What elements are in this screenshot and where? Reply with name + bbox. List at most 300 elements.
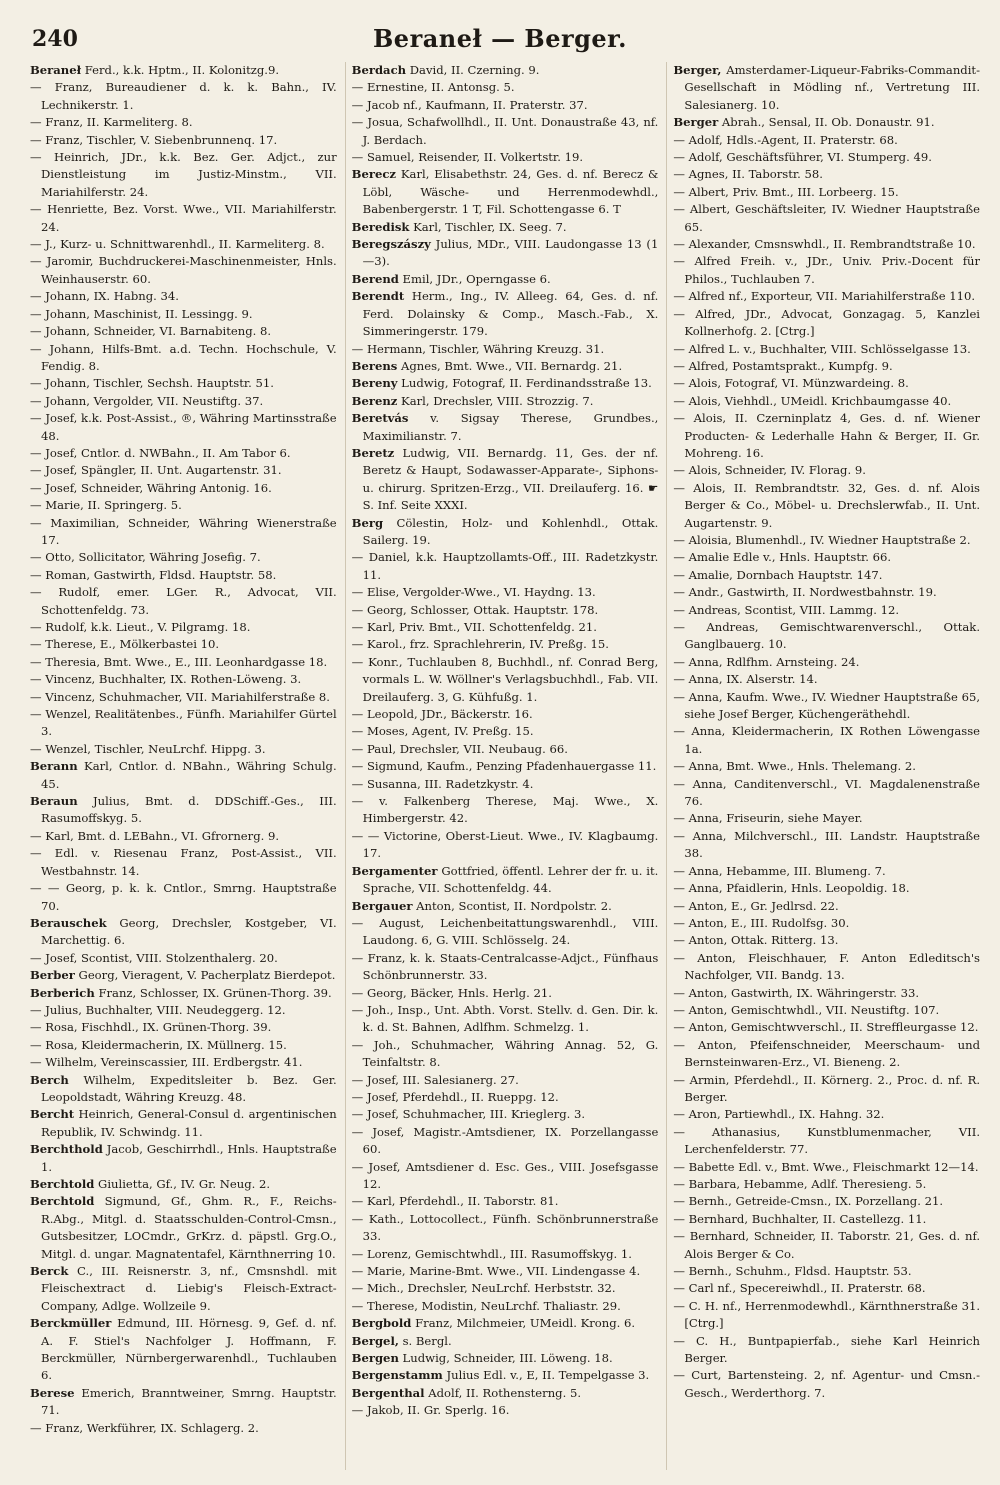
entry-details: Karl, Elisabethstr. 24, Ges. d. nf. Berecz & Löbl, Wäsche- und Herrenmodewhdl., Babenbergerstr. 1 T, Fil. Schottengasse 6. T xyxy=(362,167,659,217)
directory-entry xyxy=(30,758,337,793)
entry-surname: Berch xyxy=(30,1072,69,1087)
directory-entry xyxy=(673,549,980,566)
directory-entry xyxy=(352,1350,659,1367)
directory-entry xyxy=(352,445,659,515)
entry-details: David, II. Czerning. 9. xyxy=(406,63,540,77)
directory-entry xyxy=(673,1228,980,1263)
directory-entry xyxy=(352,515,659,550)
entry-surname: Bergenstamm xyxy=(351,1368,443,1383)
entry-details: — Babette Edl. v., Bmt. Wwe., Fleischmarkt 12—14. xyxy=(673,1159,979,1174)
directory-entry xyxy=(30,253,337,288)
entry-details: Jacob, Geschirrhdl., Hnls. Hauptstraße 1. xyxy=(41,1142,337,1174)
directory-entry xyxy=(352,358,659,375)
directory-entry xyxy=(30,306,337,323)
directory-entry xyxy=(30,1176,337,1193)
entry-details: — Anna, Pfaidlerin, Hnls. Leopoldig. 18. xyxy=(673,881,910,896)
entry-details: — Alfred nf., Exporteur, VII. Mariahilferstraße 110. xyxy=(673,289,976,304)
entry-details: s. Bergl. xyxy=(398,1333,452,1348)
directory-entry xyxy=(673,932,980,949)
entry-details: Karl, Tischler, IX. Seeg. 7. xyxy=(409,219,567,234)
entry-details: Adolf, II. Rothensterng. 5. xyxy=(424,1385,582,1400)
directory-entry xyxy=(30,1072,337,1107)
entry-details: — Anton, Ottak. Ritterg. 13. xyxy=(673,933,839,948)
directory-entry xyxy=(352,1193,659,1210)
directory-entry xyxy=(30,1037,337,1054)
entry-details: — Johann, Schneider, VI. Barnabiteng. 8. xyxy=(30,324,272,339)
directory-entry xyxy=(673,1037,980,1072)
entry-details: — Alexander, Cmsnswhdl., II. Rembrandtstraße 10. xyxy=(673,237,976,252)
entry-details: — Edl. v. Riesenau Franz, Post-Assist., VII. Westbahnstr. 14. xyxy=(30,846,337,878)
entry-details: — Albert, Priv. Bmt., III. Lorbeerg. 15. xyxy=(673,184,899,199)
directory-entry xyxy=(673,1072,980,1107)
directory-entry xyxy=(673,1106,980,1123)
directory-entry xyxy=(30,1420,337,1437)
directory-entry xyxy=(673,532,980,549)
entry-details: — Josef, Magistr.-Amtsdiener, IX. Porzellangasse 60. xyxy=(351,1124,659,1157)
directory-entry xyxy=(352,915,659,950)
entry-details: — Amalie, Dornbach Hauptstr. 147. xyxy=(673,567,883,582)
entry-details: — Georg, Schlosser, Ottak. Hauptstr. 178. xyxy=(351,602,599,617)
entry-details: — Anton, Gemischtwverschl., II. Streffleurgasse 12. xyxy=(673,1020,979,1035)
entry-details: — Rosa, Fischhdl., IX. Grünen-Thorg. 39. xyxy=(30,1020,272,1035)
directory-entry xyxy=(673,1002,980,1019)
entry-details: — Marie, Marine-Bmt. Wwe., VII. Lindengasse 4. xyxy=(351,1264,641,1279)
directory-entry xyxy=(673,619,980,654)
directory-entry xyxy=(352,375,659,392)
directory-entry xyxy=(30,549,337,566)
directory-entry xyxy=(352,341,659,358)
directory-entry xyxy=(30,1054,337,1071)
entry-details: — Franz, Tischler, V. Siebenbrunnenq. 17. xyxy=(30,132,278,147)
directory-entry xyxy=(673,654,980,671)
directory-entry xyxy=(352,1315,659,1332)
entry-details: — Aloisia, Blumenhdl., IV. Wiedner Hauptstraße 2. xyxy=(673,532,971,547)
entry-details: — Mich., Drechsler, NeuLrchf. Herbststr. 32. xyxy=(351,1281,616,1296)
entry-details: — Alois, II. Czerninplatz 4, Ges. d. nf. Wiener Producten- & Lederhalle Hahn & Berger, II. Gr. Mohreng. 16. xyxy=(673,411,980,460)
directory-entry xyxy=(673,184,980,201)
directory-entry xyxy=(673,1333,980,1368)
entry-surname: Bergauer xyxy=(351,898,413,913)
entry-details: Franz, Milchmeier, UMeidl. Krong. 6. xyxy=(411,1316,636,1331)
directory-entry xyxy=(673,480,980,532)
directory-entry xyxy=(30,671,337,688)
entry-details: — Heinrich, JDr., k.k. Bez. Ger. Adjct., zur Dienstleistung im Justiz-Minstm., VII. Mariahilferstr. 24. xyxy=(30,150,337,199)
entry-surname: Berecz xyxy=(351,167,396,182)
directory-entry xyxy=(673,1263,980,1280)
directory-columns xyxy=(30,62,980,1470)
directory-entry xyxy=(30,1263,337,1315)
entry-details: Herm., Ing., IV. Alleeg. 64, Ges. d. nf. Ferd. Dolainsky & Comp., Masch.-Fab., X. Simmeringerstr. 179. xyxy=(362,289,659,339)
entry-details: — Vincenz, Schuhmacher, VII. Mariahilferstraße 8. xyxy=(30,689,330,704)
directory-entry xyxy=(352,219,659,236)
entry-surname: Berchtold xyxy=(30,1194,95,1209)
directory-entry xyxy=(30,1385,337,1420)
entry-details: Abrah., Sensal, II. Ob. Donaustr. 91. xyxy=(718,115,935,130)
entry-details: — Wenzel, Tischler, NeuLrchf. Hippg. 3. xyxy=(30,741,266,756)
entry-details: Emerich, Branntweiner, Smrng. Hauptstr. 71. xyxy=(41,1385,337,1418)
directory-entry xyxy=(673,1124,980,1159)
entry-details: — Anton, E., III. Rudolfsg. 30. xyxy=(673,915,850,930)
directory-entry xyxy=(352,1280,659,1297)
entry-surname: Bereny xyxy=(351,376,398,391)
entry-details: — Theresia, Bmt. Wwe., E., III. Leonhardgasse 18. xyxy=(30,654,328,669)
entry-details: — Therese, Modistin, NeuLrchf. Thaliastr. 29. xyxy=(351,1298,621,1313)
directory-entry xyxy=(673,393,980,410)
directory-entry xyxy=(30,741,337,758)
entry-details: — C. H., Buntpapierfab., siehe Karl Heinrich Berger. xyxy=(673,1333,980,1366)
entry-details: — Kath., Lottocollect., Fünfh. Schönbrunnerstraße 33. xyxy=(351,1211,659,1244)
entry-details: — Johann, IX. Habng. 34. xyxy=(30,289,179,304)
directory-entry xyxy=(352,1159,659,1194)
entry-surname: Berauschek xyxy=(30,915,107,930)
entry-details: — Susanna, III. Radetzkystr. 4. xyxy=(351,776,534,791)
entry-details: Amsterdamer-Liqueur-Fabriks-Commandit-Gesellschaft in Mödling nf., Vertretung III. Salesianerg. 10. xyxy=(684,63,980,112)
directory-entry xyxy=(352,1072,659,1089)
directory-entry xyxy=(30,410,337,445)
entry-details: — Josef, Schuhmacher, III. Krieglerg. 3. xyxy=(351,1107,586,1122)
entry-details: — Curt, Bartensteing. 2, nf. Agentur- und Cmsn.-Gesch., Werderthorg. 7. xyxy=(673,1368,980,1400)
entry-details: Georg, Vieragent, V. Pacherplatz Bierdepot. xyxy=(74,968,336,983)
entry-details: Cölestin, Holz- und Kohlenhdl., Ottak. Sailerg. 19. xyxy=(362,515,659,547)
entry-surname: Berdach xyxy=(351,63,407,77)
directory-entry xyxy=(673,1367,980,1402)
directory-entry xyxy=(352,1402,659,1419)
directory-entry xyxy=(352,549,659,584)
directory-entry xyxy=(673,723,980,758)
entry-details: — v. Falkenberg Therese, Maj. Wwe., X. Himbergerstr. 42. xyxy=(351,794,659,826)
directory-entry xyxy=(30,375,337,392)
directory-entry xyxy=(352,1246,659,1263)
directory-entry xyxy=(352,758,659,775)
directory-entry xyxy=(673,201,980,236)
directory-entry xyxy=(30,689,337,706)
entry-surname: Beretvás xyxy=(351,411,409,426)
directory-entry xyxy=(673,288,980,305)
directory-entry xyxy=(673,828,980,863)
entry-details: — Lorenz, Gemischtwhdl., III. Rasumoffskyg. 1. xyxy=(351,1246,632,1261)
entry-surname: Bergen xyxy=(351,1351,399,1366)
directory-entry xyxy=(352,985,659,1002)
directory-entry xyxy=(352,166,659,218)
entry-details: — Alfred L. v., Buchhalter, VIII. Schlösselgasse 13. xyxy=(673,341,971,356)
directory-entry xyxy=(30,845,337,880)
entry-details: — Armin, Pferdehdl., II. Körnerg. 2., Proc. d. nf. R. Berger. xyxy=(673,1072,980,1104)
entry-details: — Anton, E., Gr. Jedlrsd. 22. xyxy=(673,898,839,913)
entry-details: — Andr., Gastwirth, II. Nordwestbahnstr. 19. xyxy=(673,585,937,600)
entry-details: Emil, JDr., Operngasse 6. xyxy=(398,271,551,286)
entry-details: — Anna, Friseurin, siehe Mayer. xyxy=(673,811,863,826)
directory-entry xyxy=(673,375,980,392)
entry-details: Franz, Schlosser, IX. Grünen-Thorg. 39. xyxy=(94,985,332,1000)
directory-entry xyxy=(30,497,337,514)
entry-details: — Alois, Schneider, IV. Florag. 9. xyxy=(673,463,866,478)
entry-details: — Karl, Bmt. d. LEBahn., VI. Gfrornerg. 9. xyxy=(30,828,280,843)
entry-details: — Moses, Agent, IV. Preßg. 15. xyxy=(351,724,534,739)
directory-entry xyxy=(30,79,337,114)
directory-entry xyxy=(673,863,980,880)
entry-details: — Josef, Pferdehdl., II. Rueppg. 12. xyxy=(351,1089,559,1104)
directory-entry xyxy=(30,793,337,828)
entry-details: — Leopold, JDr., Bäckerstr. 16. xyxy=(351,707,533,722)
directory-entry xyxy=(30,480,337,497)
directory-entry xyxy=(30,1141,337,1176)
directory-entry xyxy=(352,149,659,166)
entry-details: — Alois, Fotograf, VI. Münzwardeing. 8. xyxy=(673,376,909,391)
directory-entry xyxy=(30,445,337,462)
entry-details: — Alfred Freih. v., JDr., Univ. Priv.-Docent für Philos., Tuchlauben 7. xyxy=(673,254,980,286)
directory-entry xyxy=(352,114,659,149)
entry-details: Julius Edl. v., E, II. Tempelgasse 3. xyxy=(442,1368,650,1383)
entry-details: — Alfred, JDr., Advocat, Gonzagag. 5, Kanzlei Kollnerhofg. 2. [Ctrg.] xyxy=(673,306,980,339)
directory-entry xyxy=(352,602,659,619)
entry-details: — C. H. nf., Herrenmodewhdl., Kärnthnerstraße 31. [Ctrg.] xyxy=(673,1298,980,1331)
entry-details: — Anton, Gastwirth, IX. Währingerstr. 33. xyxy=(673,985,920,1000)
directory-entry xyxy=(30,567,337,584)
directory-entry xyxy=(30,62,337,79)
entry-details: Georg, Drechsler, Kostgeber, VI. Marchettig. 6. xyxy=(41,915,337,948)
directory-entry xyxy=(673,985,980,1002)
entry-details: — Anna, Milchverschl., III. Landstr. Hauptstraße 38. xyxy=(673,828,980,861)
directory-entry xyxy=(30,341,337,376)
directory-entry xyxy=(352,1298,659,1315)
entry-details: — Franz, II. Karmeliterg. 8. xyxy=(30,115,193,130)
directory-entry xyxy=(352,654,659,706)
directory-entry xyxy=(673,166,980,183)
entry-details: — Johann, Hilfs-Bmt. a.d. Techn. Hochschule, V. Fendig. 8. xyxy=(30,341,337,373)
entry-details: — Hermann, Tischler, Währing Kreuzg. 31. xyxy=(351,341,605,356)
entry-details: Giulietta, Gf., IV. Gr. Neug. 2. xyxy=(94,1177,271,1191)
directory-entry xyxy=(673,1176,980,1193)
directory-entry xyxy=(673,462,980,479)
directory-entry xyxy=(352,776,659,793)
entry-details: — Julius, Buchhalter, VIII. Neudeggerg. 12. xyxy=(30,1002,286,1017)
entry-details: — Agnes, II. Taborstr. 58. xyxy=(673,167,823,182)
directory-entry xyxy=(30,393,337,410)
entry-details: v. Sigsay Therese, Grundbes., Maximilianstr. 7. xyxy=(362,411,659,443)
directory-entry xyxy=(352,1106,659,1123)
directory-entry xyxy=(30,201,337,236)
column-middle xyxy=(345,62,659,1470)
directory-entry xyxy=(673,410,980,462)
entry-surname: Berger xyxy=(673,115,719,130)
entry-details: — Wenzel, Realitätenbes., Fünfh. Mariahilfer Gürtel 3. xyxy=(30,707,337,739)
entry-details: — Sigmund, Kaufm., Penzing Pfadenhauergasse 11. xyxy=(351,759,657,774)
entry-details: — — Georg, p. k. k. Cntlor., Smrng. Hauptstraße 70. xyxy=(30,881,337,913)
entry-details: — Aron, Partiewhdl., IX. Hahng. 32. xyxy=(673,1107,885,1122)
entry-details: — Josef, Cntlor. d. NWBahn., II. Am Tabor 6. xyxy=(30,445,291,460)
entry-details: — Johann, Maschinist, II. Lessingg. 9. xyxy=(30,306,253,321)
entry-details: — Karl, Pferdehdl., II. Taborstr. 81. xyxy=(351,1194,559,1209)
directory-entry xyxy=(30,967,337,984)
entry-surname: Berchtold xyxy=(30,1177,95,1191)
directory-entry xyxy=(673,1019,980,1036)
entry-details: Ludwig, Fotograf, II. Ferdinandsstraße 13. xyxy=(397,376,652,391)
entry-surname: Beredisk xyxy=(351,219,410,234)
entry-details: — Josef, Schneider, Währing Antonig. 16. xyxy=(30,480,272,495)
directory-entry xyxy=(352,97,659,114)
entry-details: — Josef, Amtsdiener d. Esc. Ges., VIII. Josefsgasse 12. xyxy=(351,1159,659,1191)
entry-surname: Berchthold xyxy=(30,1142,103,1157)
entry-details: Julius, MDr., VIII. Laudongasse 13 (1—3). xyxy=(362,237,659,269)
entry-details: — Rudolf, k.k. Lieut., V. Pilgramg. 18. xyxy=(30,620,251,634)
directory-entry xyxy=(30,149,337,201)
directory-entry xyxy=(673,149,980,166)
entry-details: — Andreas, Gemischtwarenverschl., Ottak. Ganglbauerg. 10. xyxy=(673,620,980,652)
directory-entry xyxy=(30,1019,337,1036)
entry-details: — Paul, Drechsler, VII. Neubaug. 66. xyxy=(351,741,568,756)
entry-details: — Anton, Pfeifenschneider, Meerschaum- und Bernsteinwaren-Erz., VI. Bieneng. 2. xyxy=(673,1037,980,1070)
directory-entry xyxy=(673,880,980,897)
directory-entry xyxy=(30,584,337,619)
entry-details: — Albert, Geschäftsleiter, IV. Wiedner Hauptstraße 65. xyxy=(673,202,980,234)
entry-details: — Andreas, Scontist, VIII. Lammg. 12. xyxy=(673,602,900,617)
entry-details: — Bernhard, Schneider, II. Taborstr. 21, Ges. d. nf. Alois Berger & Co. xyxy=(673,1229,980,1261)
entry-details: — Anna, Rdlfhm. Arnsteing. 24. xyxy=(673,654,860,669)
entry-details: — Anton, Gemischtwhdl., VII. Neustiftg. 107. xyxy=(673,1002,940,1017)
entry-details: C., III. Reisnerstr. 3, nf., Cmsnshdl. mit Fleischextract d. Liebig's Fleisch-Extract-Company, Adlge. Wollzeile 9. xyxy=(41,1264,337,1313)
entry-details: — Josef, Spängler, II. Unt. Augartenstr. 31. xyxy=(30,463,282,478)
entry-details: — Maximilian, Schneider, Währing Wienerstraße 17. xyxy=(30,515,337,547)
directory-entry xyxy=(30,880,337,915)
entry-details: — Bernh., Getreide-Cmsn., IX. Porzellang. 21. xyxy=(673,1194,944,1209)
directory-entry xyxy=(673,584,980,601)
directory-entry xyxy=(352,793,659,828)
entry-surname: Berens xyxy=(351,358,398,373)
directory-entry xyxy=(30,114,337,131)
entry-details: — August, Leichenbeitattungswarenhdl., VIII. Laudong. 6, G. VIII. Schlösselg. 24. xyxy=(351,915,659,948)
directory-entry xyxy=(30,636,337,653)
entry-details: — Franz, Bureaudiener d. k. k. Bahn., IV. Lechnikerstr. 1. xyxy=(30,80,337,112)
entry-details: — Anna, Canditenverschl., VI. Magdalenenstraße 76. xyxy=(673,776,980,809)
entry-details: — Anna, Bmt. Wwe., Hnls. Thelemang. 2. xyxy=(673,759,916,774)
directory-entry xyxy=(673,341,980,358)
entry-details: — Karl, Priv. Bmt., VII. Schottenfeldg. 21. xyxy=(351,620,597,634)
directory-entry xyxy=(673,253,980,288)
entry-details: — Otto, Sollicitator, Währing Josefig. 7. xyxy=(30,550,261,565)
entry-details: Wilhelm, Expeditsleiter b. Bez. Ger. Leopoldstadt, Währing Kreuzg. 48. xyxy=(41,1072,337,1104)
entry-details: — Carl nf., Specereiwhdl., II. Praterstr. 68. xyxy=(673,1281,926,1296)
entry-details: — Bernhard, Buchhalter, II. Castellezg. 11. xyxy=(673,1211,927,1226)
directory-entry xyxy=(30,706,337,741)
entry-surname: Beregszászy xyxy=(351,237,431,252)
directory-entry xyxy=(352,828,659,863)
page-title: Beraneł — Berger. xyxy=(373,24,627,53)
entry-details: — Anna, Kaufm. Wwe., IV. Wiedner Hauptstraße 65, siehe Josef Berger, Küchengeräthehdl. xyxy=(673,689,980,722)
directory-entry xyxy=(352,1124,659,1159)
entry-details: Gottfried, öffentl. Lehrer der fr. u. it. Sprache, VII. Schottenfeldg. 44. xyxy=(362,863,659,896)
directory-entry xyxy=(30,1106,337,1141)
entry-details: — Georg, Bäcker, Hnls. Herlg. 21. xyxy=(351,985,552,1000)
entry-details: — Jakob, II. Gr. Sperlg. 16. xyxy=(351,1403,510,1418)
directory-entry xyxy=(673,776,980,811)
directory-entry xyxy=(673,132,980,149)
column-right xyxy=(666,62,980,1470)
entry-details: — Roman, Gastwirth, Fldsd. Hauptstr. 58. xyxy=(30,567,277,582)
directory-entry xyxy=(352,1037,659,1072)
directory-entry xyxy=(352,393,659,410)
directory-entry xyxy=(673,567,980,584)
directory-entry xyxy=(673,306,980,341)
entry-surname: Berber xyxy=(30,968,75,983)
entry-details: — Johann, Vergolder, VII. Neustiftg. 37. xyxy=(30,393,264,408)
entry-surname: Bercht xyxy=(30,1107,75,1122)
directory-entry xyxy=(352,288,659,340)
directory-entry xyxy=(30,288,337,305)
directory-entry xyxy=(30,828,337,845)
directory-entry xyxy=(30,515,337,550)
entry-details: — Rosa, Kleidermacherin, IX. Müllnerg. 15. xyxy=(30,1037,287,1052)
directory-entry xyxy=(30,1193,337,1263)
entry-details: — Anton, Fleischhauer, F. Anton Edleditsch's Nachfolger, VII. Bandg. 13. xyxy=(673,950,980,983)
directory-entry xyxy=(673,1280,980,1297)
directory-entry xyxy=(352,950,659,985)
entry-details: — Samuel, Reisender, II. Volkertstr. 19. xyxy=(351,150,584,165)
entry-surname: Berese xyxy=(30,1385,75,1400)
entry-details: — Franz, Werkführer, IX. Schlagerg. 2. xyxy=(30,1420,259,1435)
entry-details: Anton, Scontist, II. Nordpolstr. 2. xyxy=(412,898,612,913)
directory-entry xyxy=(352,62,659,79)
directory-entry xyxy=(673,1193,980,1210)
entry-details: Ferd., k.k. Hptm., II. Kolonitzg.9. xyxy=(81,63,280,77)
directory-entry xyxy=(352,1385,659,1402)
entry-details: Ludwig, VII. Bernardg. 11, Ges. der nf. Beretz & Haupt, Sodawasser-Apparate-, Siphons- u. chirurg. Spritzen-Erzg., VII. Dreilauferg. 16. ☛ S. Inf. Seite XXXI. xyxy=(362,445,659,513)
directory-entry xyxy=(673,62,980,114)
directory-entry xyxy=(673,1159,980,1176)
column-left xyxy=(30,62,337,1470)
entry-details: Sigmund, Gf., Ghm. R., F., Reichs-R.Abg., Mitgl. d. Staatsschulden-Control-Cmsn., Gutsbesitzer, LOCmdr., GrKrz. d. päpstl. Grg.O., Mitgl. d. ungar. Magnatentafel, Kärnthnerring 10. xyxy=(41,1194,337,1261)
entry-surname: Beraun xyxy=(30,794,78,809)
entry-details: — Jaromir, Buchdruckerei-Maschinenmeister, Hnls. Weinhauserstr. 60. xyxy=(30,254,337,286)
directory-entry xyxy=(673,758,980,775)
directory-entry xyxy=(352,584,659,601)
entry-details: — Josef, Scontist, VIII. Stolzenthalerg. 20. xyxy=(30,950,278,965)
entry-details: Karl, Drechsler, VIII. Strozzig. 7. xyxy=(397,393,594,408)
entry-surname: Berg xyxy=(351,515,384,530)
entry-surname: Beraneł xyxy=(30,63,82,77)
directory-entry xyxy=(30,1315,337,1385)
entry-details: — — Victorine, Oberst-Lieut. Wwe., IV. Klagbaumg. 17. xyxy=(351,828,659,861)
entry-details: — Karol., frz. Sprachlehrerin, IV. Preßg. 15. xyxy=(351,637,609,652)
entry-surname: Bergamenter xyxy=(351,863,438,878)
entry-details: — Vincenz, Buchhalter, IX. Rothen-Löweng. 3. xyxy=(30,672,302,687)
directory-entry xyxy=(673,689,980,724)
entry-details: — Anna, Kleidermacherin, IX Rothen Löwengasse 1a. xyxy=(673,724,980,756)
entry-details: — Alfred, Postamtsprakt., Kumpfg. 9. xyxy=(673,358,893,373)
entry-details: Ludwig, Schneider, III. Löweng. 18. xyxy=(398,1351,613,1366)
entry-surname: Bergenthal xyxy=(351,1385,425,1400)
directory-entry xyxy=(30,950,337,967)
entry-details: — Ernestine, II. Antonsg. 5. xyxy=(351,80,515,95)
entry-details: Heinrich, General-Consul d. argentinischen Republik, IV. Schwindg. 11. xyxy=(41,1107,337,1139)
directory-entry xyxy=(352,723,659,740)
entry-surname: Berberich xyxy=(30,985,95,1000)
directory-entry xyxy=(352,636,659,653)
entry-details: — Franz, k. k. Staats-Centralcasse-Adjct., Fünfhaus Schönbrunnerstr. 33. xyxy=(351,950,659,983)
entry-details: — Adolf, Hdls.-Agent, II. Praterstr. 68. xyxy=(673,132,898,147)
entry-details: — Amalie Edle v., Hnls. Hauptstr. 66. xyxy=(673,550,892,565)
entry-details: — Henriette, Bez. Vorst. Wwe., VII. Mariahilferstr. 24. xyxy=(30,202,337,234)
directory-entry xyxy=(673,950,980,985)
directory-entry xyxy=(352,410,659,445)
directory-entry xyxy=(30,236,337,253)
entry-details: — Athanasius, Kunstblumenmacher, VII. Lerchenfelderstr. 77. xyxy=(673,1124,980,1157)
directory-entry xyxy=(352,863,659,898)
directory-entry xyxy=(352,1002,659,1037)
entry-surname: Berckmüller xyxy=(30,1316,112,1331)
entry-details: — Joh., Schuhmacher, Währing Annag. 52, G. Teinfaltstr. 8. xyxy=(351,1037,659,1070)
entry-surname: Berann xyxy=(30,759,78,774)
entry-details: — Jacob nf., Kaufmann, II. Praterstr. 37. xyxy=(351,97,588,112)
